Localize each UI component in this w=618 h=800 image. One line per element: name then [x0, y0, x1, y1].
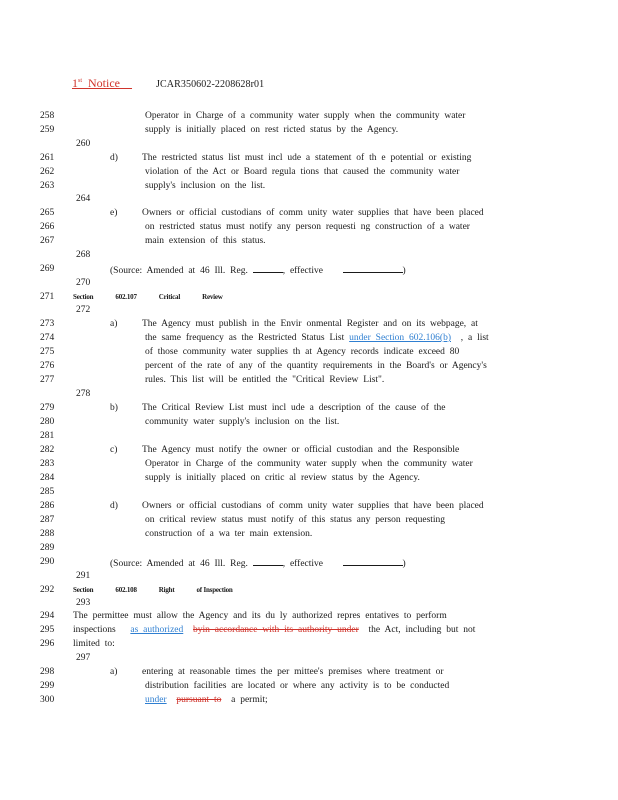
line-number: 265 [40, 208, 55, 218]
line-text: inspections as authorized byin accordance with its authority under the Act, including but not [73, 625, 476, 635]
inserted-text: under [145, 695, 167, 705]
blank-effective-field [343, 556, 403, 566]
line-number: 280 [40, 417, 55, 427]
line-number: 288 [40, 529, 55, 539]
line-text: The restricted status list must incl ude a statement of th e potential or existing [142, 153, 472, 163]
line-number: 279 [40, 403, 55, 413]
line-number: 296 [40, 639, 55, 649]
item-marker: a) [110, 319, 118, 329]
line-number: 278 [76, 389, 91, 399]
line-text: the same frequency as the Restricted Status List under Section 602.106(b) , a list [145, 333, 489, 343]
item-marker: a) [110, 667, 118, 677]
line-number: 281 [40, 431, 55, 441]
blank-reg-field [253, 263, 283, 273]
line-number: 263 [40, 181, 55, 191]
line-number: 291 [76, 571, 91, 581]
item-marker: b) [110, 403, 118, 413]
line-number: 286 [40, 501, 55, 511]
line-number: 273 [40, 319, 55, 329]
line-number: 287 [40, 515, 55, 525]
line-number: 275 [40, 347, 55, 357]
line-number: 260 [76, 139, 91, 149]
section-heading: Section 602.107 Critical Review [73, 293, 223, 301]
line-number: 261 [40, 153, 55, 163]
line-text: rules. This list will be entitled the "Critical Review List". [145, 375, 385, 385]
line-number: 270 [76, 278, 91, 288]
line-text: on restricted status must notify any person requesti ng construction of a water [145, 222, 470, 232]
page-header [72, 76, 264, 91]
line-text: construction of a wa ter main extension. [145, 529, 313, 539]
line-number: 297 [76, 653, 91, 663]
line-number: 284 [40, 473, 55, 483]
line-text: supply is initially placed on rest ricted status by the Agency. [145, 125, 399, 135]
line-number: 282 [40, 445, 55, 455]
line-text: distribution facilities are located or where any activity is to be conducted [145, 681, 450, 691]
line-number: 290 [40, 557, 55, 567]
line-number: 267 [40, 236, 55, 246]
line-number: 283 [40, 459, 55, 469]
line-number: 299 [40, 681, 55, 691]
source-note: (Source: Amended at 46 Ill. Reg. , effective ) [110, 263, 406, 277]
line-text: violation of the Act or Board regula tions that caused the community water [145, 167, 460, 177]
line-text: percent of the rate of any of the quantity requirements in the Board's or Agency's [145, 361, 487, 371]
line-text: The Agency must publish in the Envir onmental Register and on its webpage, at [142, 319, 478, 329]
line-text: on critical review status must notify of this status any person requesting [145, 515, 446, 525]
line-text: The Agency must notify the owner or official custodian and the Responsible [142, 445, 460, 455]
line-number: 276 [40, 361, 55, 371]
line-text: supply is initially placed on critic al review status by the Agency. [145, 473, 420, 483]
line-number: 292 [40, 585, 55, 595]
line-number: 289 [40, 543, 55, 553]
line-number: 298 [40, 667, 55, 677]
line-text: main extension of this status. [145, 236, 266, 246]
line-number: 259 [40, 125, 55, 135]
item-marker: e) [110, 208, 118, 218]
line-text: Owners or official custodians of comm unity water supplies that have been placed [142, 501, 484, 511]
section-heading: Section 602.108 Right of Inspection [73, 586, 233, 594]
inserted-text: as authorized [130, 625, 184, 635]
item-marker: c) [110, 445, 118, 455]
deleted-text: by [193, 625, 203, 635]
document-id: JCAR350602-2208628r01 [156, 79, 265, 90]
item-marker: d) [110, 153, 118, 163]
item-marker: d) [110, 501, 118, 511]
line-number: 269 [40, 264, 55, 274]
line-number: 258 [40, 111, 55, 121]
inserted-text: under Section 602.106(b) [349, 333, 451, 343]
notice-label: 1st Notice [72, 76, 121, 90]
line-text: of those community water supplies th at Agency records indicate exceed 80 [145, 347, 460, 357]
line-number: 274 [40, 333, 55, 343]
line-text: Owners or official custodians of comm unity water supplies that have been placed [142, 208, 484, 218]
line-text: community water supply's inclusion on the list. [145, 417, 340, 427]
line-text: limited to: [73, 639, 115, 649]
line-text: entering at reasonable times the per mittee's premises where treatment or [142, 667, 444, 677]
line-number: 268 [76, 250, 91, 260]
line-text: under pursuant to a permit; [145, 695, 268, 705]
line-number: 266 [40, 222, 55, 232]
line-number: 300 [40, 695, 55, 705]
line-number: 264 [76, 194, 91, 204]
blank-effective-field [343, 263, 403, 273]
line-number: 277 [40, 375, 55, 385]
line-text: supply's inclusion on the list. [145, 181, 266, 191]
line-number: 295 [40, 625, 55, 635]
line-text: The permittee must allow the Agency and its du ly authorized repres entatives to perform [73, 611, 447, 621]
line-number: 293 [76, 598, 91, 608]
line-number: 262 [40, 167, 55, 177]
deleted-text: in accordance with its authority under [202, 625, 359, 635]
line-text: Operator in Charge of the community water supply when the community water [145, 459, 473, 469]
source-note: (Source: Amended at 46 Ill. Reg. , effective ) [110, 556, 406, 570]
blank-reg-field [253, 556, 283, 566]
line-number: 294 [40, 611, 55, 621]
line-number: 272 [76, 305, 91, 315]
line-number: 285 [40, 487, 55, 497]
deleted-text: pursuant to [176, 695, 222, 705]
line-text: The Critical Review List must incl ude a description of the cause of the [142, 403, 446, 413]
line-number: 271 [40, 292, 55, 302]
line-text: Operator in Charge of a community water supply when the community water [145, 111, 466, 121]
